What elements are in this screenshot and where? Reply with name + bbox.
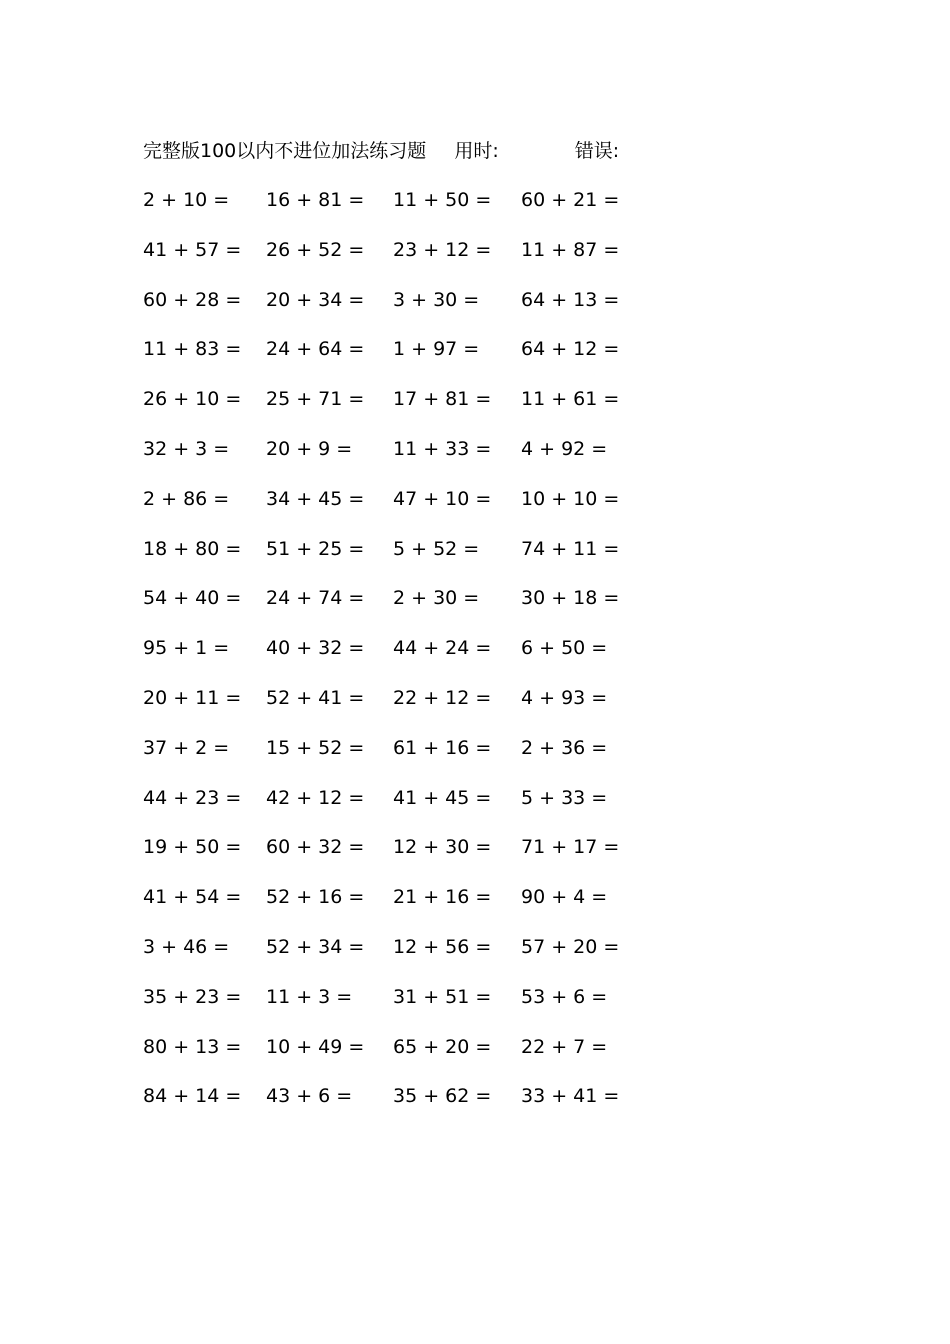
addition-problem: 17 + 81 = [393,388,492,411]
addition-problem: 60 + 28 = [143,288,242,311]
addition-problem: 35 + 23 = [143,985,242,1008]
addition-problem: 10 + 49 = [266,1035,365,1058]
problem-row [143,1032,643,1082]
addition-problem: 11 + 3 = [266,985,353,1008]
addition-problem: 57 + 20 = [521,935,620,958]
addition-problem: 60 + 32 = [266,836,365,859]
problem-row [143,783,643,833]
addition-problem: 4 + 93 = [521,686,608,709]
addition-problem: 22 + 7 = [521,1035,608,1058]
problem-row [143,583,643,633]
addition-problem: 80 + 13 = [143,1035,242,1058]
addition-problem: 11 + 33 = [393,437,492,460]
addition-problem: 33 + 41 = [521,1085,620,1108]
addition-problem: 16 + 81 = [266,189,365,211]
addition-problem: 24 + 74 = [266,587,365,610]
addition-problem: 32 + 3 = [143,437,230,460]
problem-row [143,932,643,982]
problem-row [143,334,643,384]
addition-problem: 20 + 11 = [143,686,242,709]
addition-problem: 25 + 71 = [266,388,365,411]
addition-problem: 22 + 12 = [393,686,492,709]
addition-problem: 53 + 6 = [521,985,608,1008]
addition-problem: 64 + 12 = [521,338,620,361]
addition-problem: 21 + 16 = [393,886,492,909]
addition-problem: 44 + 24 = [393,637,492,660]
time-label: 用时: [454,140,499,162]
problem-row [143,484,643,534]
addition-problem: 40 + 32 = [266,637,365,660]
problem-row [143,185,643,235]
addition-problem: 84 + 14 = [143,1085,242,1108]
addition-problem: 52 + 34 = [266,935,365,958]
problem-row [143,733,643,783]
addition-problem: 11 + 50 = [393,189,492,211]
addition-problem: 71 + 17 = [521,836,620,859]
problem-row [143,633,643,683]
addition-problem: 52 + 41 = [266,686,365,709]
addition-problem: 41 + 57 = [143,238,242,261]
addition-problem: 11 + 83 = [143,338,242,361]
addition-problem: 60 + 21 = [521,189,620,211]
addition-problem: 52 + 16 = [266,886,365,909]
addition-problem: 20 + 9 = [266,437,353,460]
addition-problem: 2 + 36 = [521,736,608,759]
worksheet-header [143,137,619,165]
addition-problem: 26 + 52 = [266,238,365,261]
error-label: 错误: [574,140,620,162]
addition-problem: 11 + 61 = [521,388,620,411]
problem-row [143,882,643,932]
addition-problem: 23 + 12 = [393,238,492,261]
addition-problem: 74 + 11 = [521,537,620,560]
addition-problem: 3 + 46 = [143,935,230,958]
addition-problem: 95 + 1 = [143,637,230,660]
addition-problem: 2 + 10 = [143,189,230,211]
problem-row [143,1081,643,1131]
addition-problem: 30 + 18 = [521,587,620,610]
addition-problem: 61 + 16 = [393,736,492,759]
addition-problem: 42 + 12 = [266,786,365,809]
problem-row [143,534,643,584]
addition-problem: 37 + 2 = [143,736,230,759]
problem-row [143,832,643,882]
problem-row [143,384,643,434]
addition-problem: 1 + 97 = [393,338,480,361]
addition-problem: 2 + 30 = [393,587,480,610]
addition-problem: 19 + 50 = [143,836,242,859]
addition-problem: 44 + 23 = [143,786,242,809]
problem-row [143,285,643,335]
addition-problem: 64 + 13 = [521,288,620,311]
addition-problem: 15 + 52 = [266,736,365,759]
problem-row [143,982,643,1032]
addition-problem: 5 + 33 = [521,786,608,809]
addition-problem: 24 + 64 = [266,338,365,361]
addition-problem: 10 + 10 = [521,487,620,510]
addition-problem: 12 + 56 = [393,935,492,958]
addition-problem: 41 + 54 = [143,886,242,909]
problem-row [143,235,643,285]
addition-problem: 34 + 45 = [266,487,365,510]
addition-problem: 2 + 86 = [143,487,230,510]
addition-problem: 65 + 20 = [393,1035,492,1058]
addition-problem: 26 + 10 = [143,388,242,411]
addition-problem: 6 + 50 = [521,637,608,660]
problem-row [143,434,643,484]
addition-problem: 5 + 52 = [393,537,480,560]
addition-problem: 35 + 62 = [393,1085,492,1108]
addition-problem: 54 + 40 = [143,587,242,610]
addition-problem: 20 + 34 = [266,288,365,311]
addition-problem: 18 + 80 = [143,537,242,560]
problem-grid [143,185,643,1131]
problem-row [143,683,643,733]
addition-problem: 11 + 87 = [521,238,620,261]
addition-problem: 51 + 25 = [266,537,365,560]
addition-problem: 12 + 30 = [393,836,492,859]
addition-problem: 43 + 6 = [266,1085,353,1108]
addition-problem: 41 + 45 = [393,786,492,809]
addition-problem: 3 + 30 = [393,288,480,311]
addition-problem: 4 + 92 = [521,437,608,460]
addition-problem: 31 + 51 = [393,985,492,1008]
addition-problem: 47 + 10 = [393,487,492,510]
addition-problem: 90 + 4 = [521,886,608,909]
worksheet-title: 完整版100以内不进位加法练习题 [143,140,427,162]
